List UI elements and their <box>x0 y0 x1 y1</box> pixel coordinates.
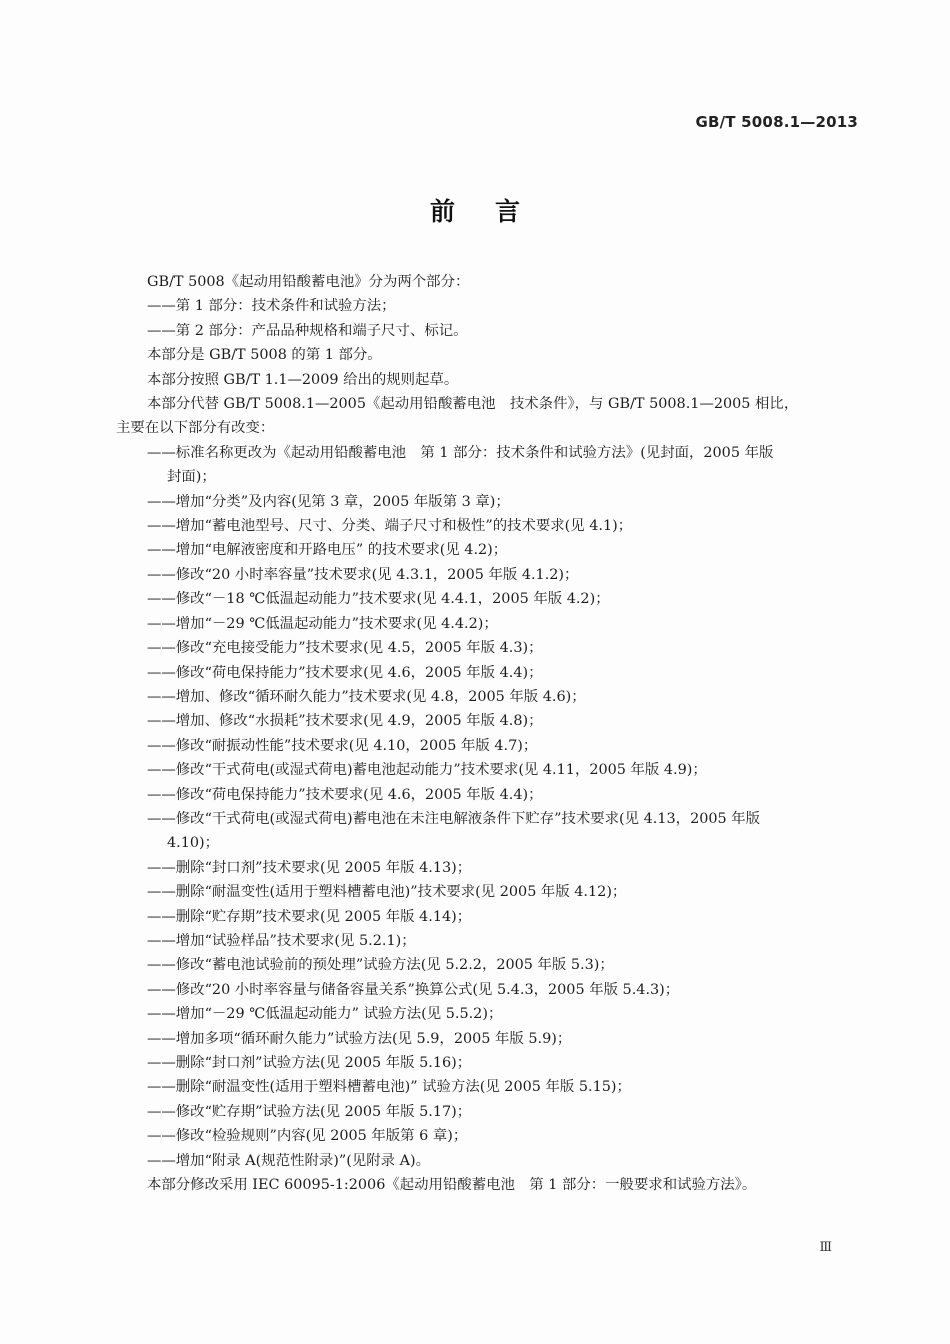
list-item: ——修改“蓄电池试验前的预处理”试验方法(见 5.2.2，2005 年版 5.3)； <box>147 957 614 974</box>
paragraph: ——第 2 部分：产品品种规格和端子尺寸、标记。 <box>147 322 468 339</box>
page-title: 前言 <box>429 197 560 226</box>
list-item: ——修改“检验规则”内容(见 2005 年版第 6 章)； <box>147 1128 468 1145</box>
changes-list <box>116 441 858 1173</box>
list-item: ——删除“封口剂”试验方法(见 2005 年版 5.16)； <box>147 1055 472 1071</box>
list-item: ——增加“－29 ℃低温起动能力”技术要求(见 4.4.2)； <box>147 615 498 632</box>
list-item: ——修改“20 小时率容量与储备容量关系”换算公式(见 5.4.3，2005 年版 5.4.3)； <box>147 981 680 998</box>
list-item-continuation: 封面)； <box>167 469 216 486</box>
list-item: ——增加“附录 A(规范性附录)”(见附录 A)。 <box>147 1152 430 1169</box>
list-item: ——修改“贮存期”试验方法(见 2005 年版 5.17)； <box>147 1103 472 1120</box>
paragraph: GB/T 5008《起动用铅酸蓄电池》分为两个部分： <box>147 274 470 290</box>
list-item-continuation: 4.10)； <box>167 835 220 852</box>
list-item: ——修改“干式荷电(或湿式荷电)蓄电池在未注电解液条件下贮存”技术要求(见 4.13，2005 年版 <box>147 810 761 827</box>
list-item: ——标准名称更改为《起动用铅酸蓄电池 第 1 部分：技术条件和试验方法》(见封面，2005 年版 <box>147 444 774 461</box>
list-item: ——增加“电解液密度和开路电压” 的技术要求(见 4.2)； <box>147 542 508 559</box>
list-item: ——修改“干式荷电(或湿式荷电)蓄电池起动能力”技术要求(见 4.11，2005 年版 4.9)； <box>147 762 707 779</box>
list-item: ——修改“－18 ℃低温起动能力”技术要求(见 4.4.1，2005 年版 4.2)； <box>147 591 610 608</box>
paragraph: 本部分代替 GB/T 5008.1—2005《起动用铅酸蓄电池 技术条件》，与 GB/T 5008.1—2005 相比， <box>147 396 799 413</box>
list-item: ——增加“蓄电池型号、尺寸、分类、端子尺寸和极性”的技术要求(见 4.1)； <box>147 518 633 535</box>
list-item: ——删除“贮存期”技术要求(见 2005 年版 4.14)； <box>147 908 472 925</box>
list-item: ——删除“耐温变性(适用于塑料槽蓄电池)”技术要求(见 2005 年版 4.12)； <box>147 884 627 901</box>
closing-paragraph: 本部分修改采用 IEC 60095-1:2006《起动用铅酸蓄电池 第 1 部分：一般要求和试验方法》。 <box>147 1177 757 1194</box>
list-item: ——增加“分类”及内容(见第 3 章，2005 年版第 3 章)； <box>147 493 510 510</box>
paragraph: 本部分按照 GB/T 1.1—2009 给出的规则起草。 <box>147 371 459 388</box>
list-item: ——增加“试验样品”技术要求(见 5.2.1)； <box>147 932 416 949</box>
page-number: Ⅲ <box>819 1240 832 1255</box>
list-item: ——修改“荷电保持能力”技术要求(见 4.6，2005 年版 4.4)； <box>147 786 543 803</box>
list-item: ——修改“荷电保持能力”技术要求(见 4.6，2005 年版 4.4)； <box>147 664 543 681</box>
document-body <box>116 270 858 1197</box>
list-item: ——修改“耐振动性能”技术要求(见 4.10，2005 年版 4.7)； <box>147 737 538 754</box>
paragraph: 本部分是 GB/T 5008 的第 1 部分。 <box>147 347 382 364</box>
list-item: ——删除“耐温变性(适用于塑料槽蓄电池)” 试验方法(见 2005 年版 5.15)； <box>147 1079 631 1096</box>
standard-number: GB/T 5008.1—2013 <box>695 113 858 131</box>
list-item: ——增加、修改“水损耗”技术要求(见 4.9，2005 年版 4.8)； <box>147 713 543 730</box>
list-item: ——增加、修改“循环耐久能力”技术要求(见 4.8，2005 年版 4.6)； <box>147 688 586 705</box>
paragraph: ——第 1 部分：技术条件和试验方法； <box>147 298 396 315</box>
list-item: ——增加“－29 ℃低温起动能力” 试验方法(见 5.5.2)； <box>147 1006 503 1023</box>
list-item: ——修改“20 小时率容量”技术要求(见 4.3.1，2005 年版 4.1.2)； <box>147 566 579 583</box>
list-item: ——修改“充电接受能力”技术要求(见 4.5，2005 年版 4.3)； <box>147 640 543 657</box>
list-item: ——增加多项“循环耐久能力”试验方法(见 5.9，2005 年版 5.9)； <box>147 1030 572 1047</box>
list-item: ——删除“封口剂”技术要求(见 2005 年版 4.13)； <box>147 859 472 876</box>
paragraph-continuation: 主要在以下部分有改变： <box>116 420 275 437</box>
